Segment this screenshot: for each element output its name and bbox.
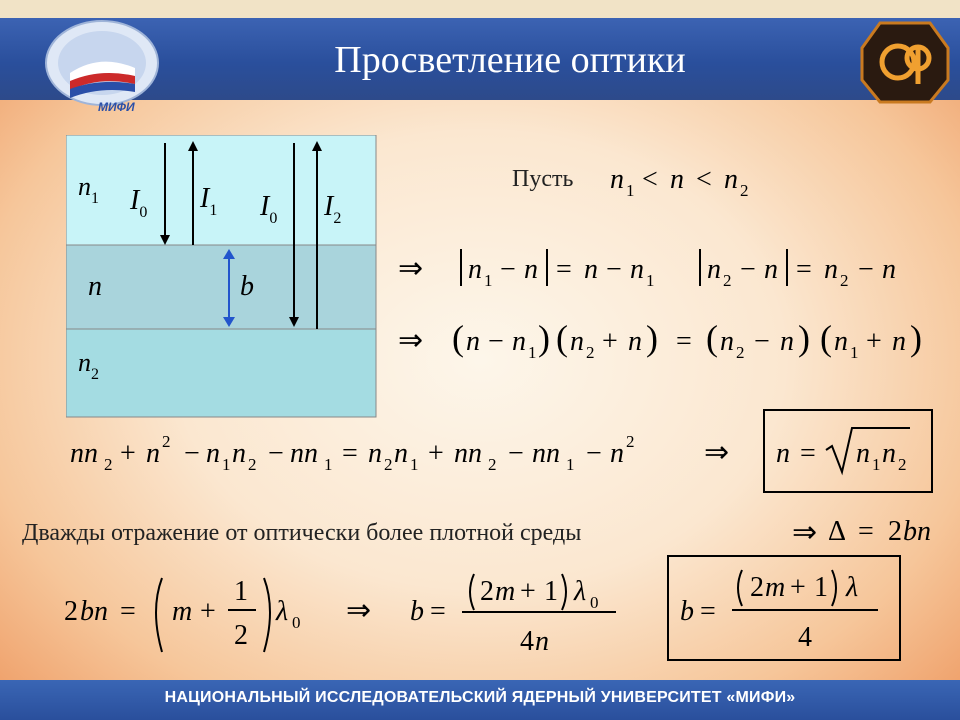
svg-text:n: n bbox=[892, 326, 906, 357]
svg-text:λ: λ bbox=[846, 572, 859, 603]
beam-label-i0: $I_0$ bbox=[130, 185, 148, 221]
svg-text:n: n bbox=[707, 254, 721, 285]
svg-text:=: = bbox=[800, 438, 816, 469]
svg-text:m: m bbox=[495, 576, 516, 607]
product-equation bbox=[398, 318, 922, 362]
svg-text:0: 0 bbox=[590, 593, 599, 612]
result-n-boxed bbox=[764, 410, 932, 492]
svg-text:2: 2 bbox=[888, 516, 902, 547]
svg-text:−: − bbox=[184, 438, 200, 469]
svg-text:nn: nn bbox=[70, 438, 98, 469]
svg-text:n: n bbox=[524, 254, 538, 285]
expanded-equation bbox=[70, 432, 729, 474]
svg-text:1: 1 bbox=[528, 343, 537, 362]
svg-text:n: n bbox=[535, 626, 549, 657]
svg-text:<: < bbox=[696, 164, 712, 195]
svg-text:1: 1 bbox=[814, 572, 828, 603]
svg-text:+: + bbox=[866, 326, 882, 357]
reflection-sentence: Дважды отражение от оптически более плотной среды bbox=[22, 520, 582, 546]
svg-text:⇒: ⇒ bbox=[346, 594, 372, 627]
svg-text:2: 2 bbox=[586, 343, 595, 362]
svg-text:n: n bbox=[630, 254, 644, 285]
svg-text:=: = bbox=[858, 516, 874, 547]
condition-formula bbox=[610, 164, 749, 200]
svg-text:2: 2 bbox=[898, 455, 907, 474]
svg-text:): ) bbox=[538, 318, 550, 358]
svg-text:−: − bbox=[586, 438, 602, 469]
svg-text:(: ( bbox=[452, 318, 464, 358]
svg-text:2: 2 bbox=[740, 181, 749, 200]
svg-text:1: 1 bbox=[872, 455, 881, 474]
svg-text:m: m bbox=[765, 572, 786, 603]
svg-text:1: 1 bbox=[566, 455, 575, 474]
svg-text:2: 2 bbox=[480, 576, 494, 607]
svg-text:n: n bbox=[670, 164, 684, 195]
svg-text:+: + bbox=[120, 438, 136, 469]
svg-text:nn: nn bbox=[454, 438, 482, 469]
svg-text:n: n bbox=[764, 254, 778, 285]
svg-text:n: n bbox=[570, 326, 584, 357]
svg-text:1: 1 bbox=[324, 455, 333, 474]
svg-text:n: n bbox=[610, 438, 624, 469]
svg-text:⇒: ⇒ bbox=[398, 324, 424, 357]
svg-text:=: = bbox=[120, 596, 136, 627]
svg-text:n: n bbox=[466, 326, 480, 357]
svg-text:=: = bbox=[342, 438, 358, 469]
layer-label-n: n bbox=[88, 271, 102, 302]
interference-condition bbox=[64, 576, 371, 652]
footer-text: НАЦИОНАЛЬНЫЙ ИССЛЕДОВАТЕЛЬСКИЙ ЯДЕРНЫЙ УНИВЕРСИТЕТ «МИФИ» bbox=[164, 689, 796, 706]
svg-text:<: < bbox=[642, 164, 658, 195]
svg-text:n: n bbox=[882, 254, 896, 285]
svg-text:n: n bbox=[776, 438, 790, 469]
svg-text:2: 2 bbox=[488, 455, 497, 474]
layer-label-n2: $n_2$ bbox=[78, 348, 99, 383]
svg-text:1: 1 bbox=[850, 343, 859, 362]
svg-text:Δ: Δ bbox=[828, 516, 847, 547]
svg-text:4: 4 bbox=[798, 622, 812, 653]
svg-text:): ) bbox=[910, 318, 922, 358]
svg-text:=: = bbox=[556, 254, 572, 285]
svg-text:2: 2 bbox=[626, 432, 635, 451]
b-general-formula bbox=[410, 574, 616, 657]
let-label: Пусть bbox=[512, 166, 574, 192]
layer-label-n1: $n_1$ bbox=[78, 172, 99, 207]
svg-text:=: = bbox=[700, 596, 716, 627]
svg-text:n: n bbox=[232, 438, 246, 469]
svg-text:−: − bbox=[754, 326, 770, 357]
svg-text:n: n bbox=[146, 438, 160, 469]
b-boxed-formula bbox=[668, 556, 900, 660]
svg-text:): ) bbox=[798, 318, 810, 358]
svg-text:+: + bbox=[790, 572, 806, 603]
svg-text:2: 2 bbox=[723, 271, 732, 290]
svg-text:−: − bbox=[606, 254, 622, 285]
svg-text:bn: bn bbox=[80, 596, 108, 627]
svg-text:2: 2 bbox=[64, 596, 78, 627]
svg-text:=: = bbox=[676, 326, 692, 357]
svg-text:): ) bbox=[646, 318, 658, 358]
beam-label-i2: $I_2$ bbox=[324, 191, 342, 227]
svg-text:2: 2 bbox=[736, 343, 745, 362]
svg-text:n: n bbox=[628, 326, 642, 357]
svg-text:b: b bbox=[680, 596, 694, 627]
svg-text:⇒: ⇒ bbox=[792, 516, 818, 549]
svg-text:n: n bbox=[882, 438, 896, 469]
svg-text:2: 2 bbox=[234, 620, 248, 651]
svg-text:2: 2 bbox=[384, 455, 393, 474]
svg-text:−: − bbox=[508, 438, 524, 469]
svg-text:n: n bbox=[206, 438, 220, 469]
thickness-label-b: b bbox=[240, 271, 254, 302]
svg-text:b: b bbox=[410, 596, 424, 627]
svg-text:λ: λ bbox=[276, 596, 289, 627]
delta-formula bbox=[792, 516, 931, 549]
svg-text:n: n bbox=[368, 438, 382, 469]
svg-text:n: n bbox=[724, 164, 738, 195]
svg-text:n: n bbox=[394, 438, 408, 469]
svg-text:−: − bbox=[488, 326, 504, 357]
svg-text:−: − bbox=[858, 254, 874, 285]
svg-text:1: 1 bbox=[544, 576, 558, 607]
svg-text:n: n bbox=[834, 326, 848, 357]
svg-text:n: n bbox=[720, 326, 734, 357]
svg-text:λ: λ bbox=[574, 576, 587, 607]
svg-text:+: + bbox=[602, 326, 618, 357]
logo-left-text: МИФИ bbox=[98, 100, 135, 114]
svg-text:bn: bn bbox=[903, 516, 931, 547]
slide-title: Просветление оптики bbox=[334, 39, 686, 81]
svg-text:+: + bbox=[428, 438, 444, 469]
svg-text:−: − bbox=[500, 254, 516, 285]
beam-label-i1: $I_1$ bbox=[200, 183, 218, 219]
svg-text:⇒: ⇒ bbox=[398, 252, 424, 285]
svg-text:−: − bbox=[268, 438, 284, 469]
svg-text:=: = bbox=[430, 596, 446, 627]
svg-text:n: n bbox=[584, 254, 598, 285]
svg-text:1: 1 bbox=[222, 455, 231, 474]
svg-text:n: n bbox=[824, 254, 838, 285]
svg-text:1: 1 bbox=[626, 181, 635, 200]
abs-formulas bbox=[398, 249, 896, 290]
svg-text:−: − bbox=[740, 254, 756, 285]
svg-text:n: n bbox=[610, 164, 624, 195]
svg-text:1: 1 bbox=[646, 271, 655, 290]
svg-text:+: + bbox=[520, 576, 536, 607]
svg-text:(: ( bbox=[820, 318, 832, 358]
svg-text:1: 1 bbox=[410, 455, 419, 474]
beam-label-i0-second: $I_0$ bbox=[260, 191, 278, 227]
svg-text:=: = bbox=[796, 254, 812, 285]
svg-text:n: n bbox=[780, 326, 794, 357]
svg-text:nn: nn bbox=[532, 438, 560, 469]
svg-text:+: + bbox=[200, 596, 216, 627]
svg-text:(: ( bbox=[556, 318, 568, 358]
svg-text:m: m bbox=[172, 596, 193, 627]
svg-text:(: ( bbox=[706, 318, 718, 358]
svg-text:2: 2 bbox=[750, 572, 764, 603]
svg-text:2: 2 bbox=[162, 432, 171, 451]
svg-text:n: n bbox=[856, 438, 870, 469]
svg-text:0: 0 bbox=[292, 613, 301, 632]
svg-text:1: 1 bbox=[484, 271, 493, 290]
svg-text:n: n bbox=[512, 326, 526, 357]
svg-text:4: 4 bbox=[520, 626, 534, 657]
svg-text:nn: nn bbox=[290, 438, 318, 469]
svg-text:1: 1 bbox=[234, 576, 248, 607]
svg-text:n: n bbox=[468, 254, 482, 285]
svg-text:⇒: ⇒ bbox=[704, 436, 730, 469]
svg-text:2: 2 bbox=[840, 271, 849, 290]
svg-text:2: 2 bbox=[104, 455, 113, 474]
svg-text:2: 2 bbox=[248, 455, 257, 474]
